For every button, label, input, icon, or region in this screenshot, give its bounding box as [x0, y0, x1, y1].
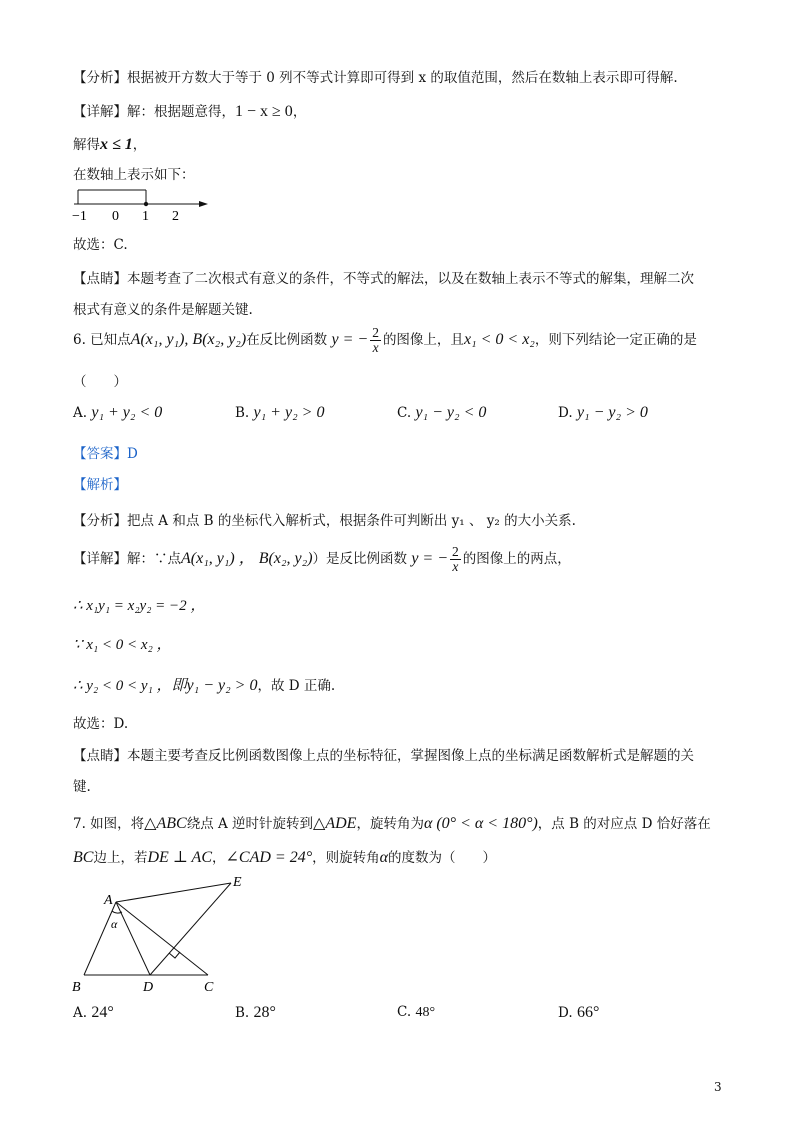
q6-stem [73, 326, 697, 355]
q7-option-d [558, 1004, 599, 1022]
p5-detail [73, 100, 306, 121]
q7-angle-cad: ∠CAD = 24° [225, 849, 313, 866]
q7-bc: BC [73, 849, 94, 866]
option-label: C. [397, 1004, 412, 1020]
q6-analysis: 【分析】把点 A 和点 B 的坐标代入解析式，根据条件可判断出 y₁ 、 y₂ 的大小关系. [73, 513, 576, 529]
option-text: 48° [415, 1005, 436, 1020]
q6-detail-prefix: 【详解】解：∵点 [73, 551, 181, 567]
q6-option-d [558, 404, 648, 422]
label-alpha: α [111, 917, 118, 931]
p5-solve-suffix: ， [132, 137, 147, 153]
q6-detail-mid: ）是反比例函数 [312, 551, 408, 567]
number-line-figure [70, 186, 215, 224]
q6-detail-func-fraction [450, 545, 461, 574]
q6-step-3-c: ，故 D 正确. [257, 678, 336, 694]
p5-solve-inequality: x ≤ 1 [100, 136, 133, 153]
q7-angle-range: α (0° < α < 180°) [423, 815, 538, 832]
q7-option-a [73, 1004, 114, 1022]
q6-detail [73, 545, 571, 574]
q7-line1-b: 绕点 A 逆时针旋转到 [186, 816, 314, 832]
tick-label: 2 [172, 209, 179, 224]
option-text: 66° [576, 1004, 600, 1021]
q6-option-a [73, 404, 162, 422]
page-number: 3 [714, 1080, 722, 1094]
q7-perpendicular: DE ⊥ AC [147, 849, 212, 866]
q6-option-b [235, 404, 324, 422]
q6-tail-2: ，则下列结论一定正确的是 [534, 332, 697, 348]
q6-detail-func-numerator: 2 [452, 544, 459, 559]
q6-detail-points: A(x₁, y₁) ， B(x₂, y₂) [181, 550, 313, 567]
option-label: B. [235, 1005, 250, 1021]
solution-endpoint-dot [144, 202, 148, 206]
option-text: 24° [91, 1004, 114, 1021]
label-a: A [104, 893, 113, 908]
option-label: A. [73, 1005, 88, 1021]
option-label: D. [558, 1005, 573, 1021]
segment-ae [116, 883, 231, 902]
label-b: B [72, 980, 81, 995]
option-label: B. [235, 405, 250, 421]
q7-line1-d: ，点 B 的对应点 D 恰好落在 [537, 816, 711, 832]
q6-tail-1: 的图像上，且 [382, 332, 464, 348]
option-text: 28° [253, 1004, 276, 1021]
label-d: D [143, 980, 154, 995]
p5-comment-line-2: 根式有意义的条件是解题关键. [73, 302, 253, 318]
tick-label: −1 [72, 209, 87, 224]
option-label: D. [558, 405, 573, 421]
number-line-arrow-icon [199, 201, 208, 207]
p5-detail-suffix: ， [292, 104, 307, 120]
q7-geometry-figure [66, 872, 266, 998]
label-c: C [204, 980, 214, 995]
q6-step-3-a: ∴ y₂ < 0 < y₁ ，即 [73, 678, 187, 694]
q6-func-denominator: x [372, 340, 379, 355]
tick-label: 1 [142, 209, 149, 224]
q6-detail-tail: 的图像上的两点， [462, 551, 571, 567]
p5-comment-line-1: 【点睛】本题考查了二次根式有意义的条件，不等式的解法，以及在数轴上表示不等式的解集，理解二次 [73, 271, 694, 287]
q7-line2-c: ， [211, 850, 226, 866]
q6-option-c [397, 404, 486, 422]
q7-line2-e: 的度数为（ ） [388, 850, 496, 866]
q7-stem-line-1 [73, 812, 711, 833]
q6-step-3 [73, 674, 335, 695]
q6-func-fraction [370, 326, 381, 355]
q6-step-1: ∴ x₁y₁ = x₂y₂ = −2 ， [73, 598, 206, 614]
option-text: y₁ + y₂ > 0 [253, 404, 325, 421]
p5-detail-prefix: 【详解】解：根据题意得， [73, 104, 235, 120]
q6-comment-line-1: 【点睛】本题主要考查反比例函数图像上点的坐标特征，掌握图像上点的坐标满足函数解析式是解题的关 [73, 748, 694, 764]
q7-triangle-abc: △ABC [144, 815, 187, 832]
option-text: y₁ − y₂ > 0 [576, 404, 648, 421]
q6-func-numerator: 2 [372, 325, 379, 340]
q6-jiexi: 【解析】 [73, 477, 127, 493]
segment-ac [116, 902, 208, 975]
q7-line2-b: 边上，若 [93, 850, 148, 866]
right-angle-mark [169, 952, 180, 958]
q6-step-3-b: y₁ − y₂ > 0 [186, 677, 258, 694]
option-label: A. [73, 405, 88, 421]
q7-triangle-ade: △ADE [313, 815, 357, 832]
q6-detail-func-lhs: y = − [411, 550, 449, 567]
q7-number: 7. 如图，将 [73, 816, 145, 832]
tick-label: 0 [112, 209, 119, 224]
q6-detail-func-denominator: x [452, 559, 459, 574]
p5-solve [73, 133, 146, 154]
q6-mid: 在反比例函数 [246, 332, 328, 348]
q6-comment-line-2: 键. [73, 779, 91, 795]
q7-stem-line-2 [73, 846, 496, 867]
q6-answer: 【答案】D [73, 446, 138, 462]
p5-choice: 故选：C. [73, 237, 128, 253]
q7-line2-d: ，则旋转角 [312, 850, 380, 866]
label-e: E [233, 875, 242, 890]
option-label: C. [397, 405, 412, 421]
q6-paren: （ ） [73, 374, 127, 390]
q6-condition: x₁ < 0 < x₂ [463, 331, 535, 348]
option-text: y₁ + y₂ < 0 [91, 404, 163, 421]
q7-option-c [397, 1004, 435, 1021]
q6-number: 6. 已知点 [73, 332, 131, 348]
q6-step-2: ∵ x₁ < 0 < x₂ ， [73, 637, 172, 653]
q6-points: A(x₁, y₁), B(x₂, y₂) [130, 331, 247, 348]
segment-ab [84, 902, 116, 975]
p5-analysis: 【分析】根据被开方数大于等于 0 列不等式计算即可得到 x 的取值范围，然后在数轴上表示即可得解. [73, 70, 678, 86]
q7-line1-c: ，旋转角为 [356, 816, 424, 832]
q6-func-lhs: y = − [331, 331, 369, 348]
q7-option-b [235, 1004, 276, 1022]
p5-numline-intro: 在数轴上表示如下： [73, 167, 195, 183]
p5-detail-inequality: 1 − x ≥ 0 [235, 103, 293, 120]
option-text: y₁ − y₂ < 0 [415, 404, 487, 421]
q7-alpha: α [379, 849, 388, 866]
q6-choice: 故选：D. [73, 716, 129, 732]
p5-solve-prefix: 解得 [73, 137, 100, 153]
